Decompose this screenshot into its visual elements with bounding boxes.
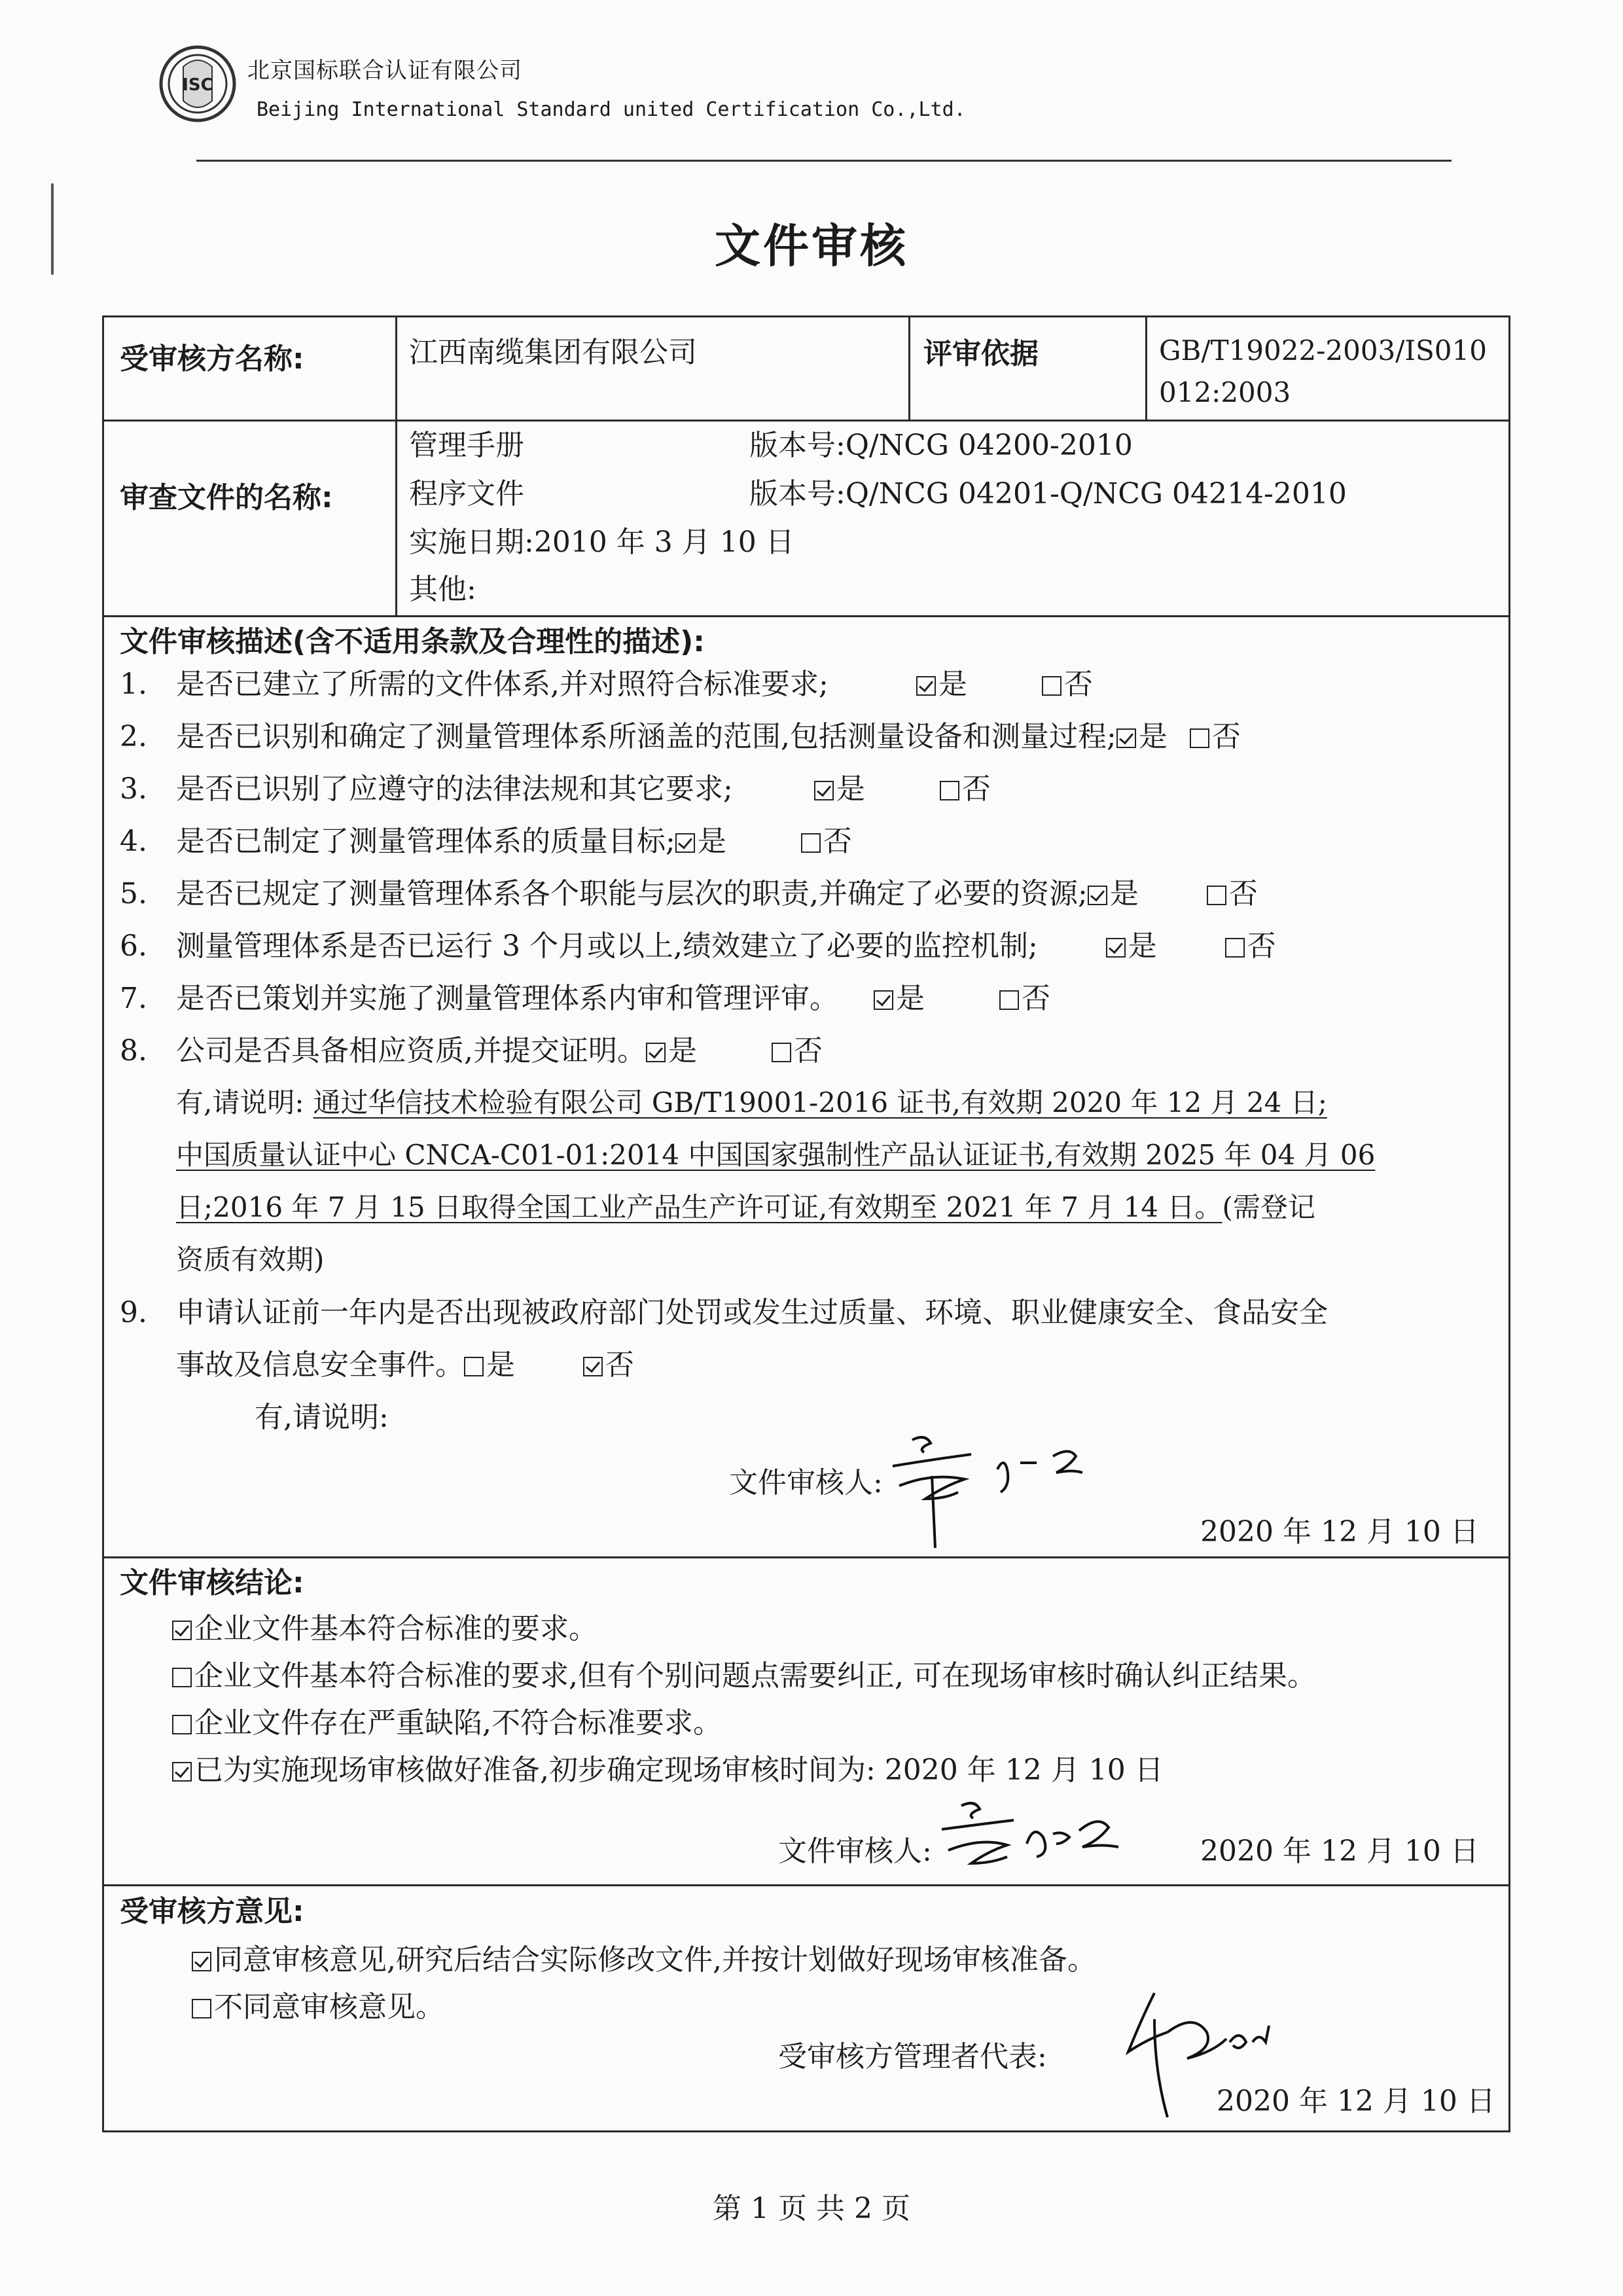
yes-label: 是 [1138,720,1168,753]
checkbox-q4-no[interactable] [801,833,821,853]
option-text: 已为实施现场审核做好准备,初步确定现场审核时间为: 2020 年 12 月 10 日 [194,1753,1164,1787]
logo-text: ISC [182,75,213,95]
question-number: 8. [120,1034,147,1067]
question-text: 是否已建立了所需的文件体系,并对照符合标准要求; [176,668,829,701]
no-label: 否 [1063,668,1093,701]
procedure-version: 版本号:Q/NCG 04201-Q/NCG 04214-2010 [749,477,1347,511]
no-label: 否 [1247,929,1276,963]
yes-label: 是 [896,982,925,1015]
question-text: 申请认证前一年内是否出现被政府部门处罚或发生过质量、环境、职业健康安全、食品安全 [176,1296,1328,1329]
q8-explanation-line1 [176,1086,1327,1119]
question-9-line2 [176,1348,634,1383]
yes-label: 是 [697,825,726,858]
company-name-en: Beijing International Standard united Certification Co.,Ltd. [257,98,966,121]
page-footer: 第 1 页 共 2 页 [713,2192,910,2225]
opinion-agree [192,1943,1096,1978]
basis-value-line2: 012:2003 [1159,376,1291,408]
question-number: 4. [120,825,147,858]
checkbox-q5-no[interactable] [1207,886,1226,905]
yes-label: 是 [486,1348,515,1382]
table-rule [908,317,910,420]
yes-label: 是 [668,1034,697,1067]
checkbox-q3-no[interactable] [940,781,959,800]
q8-explanation-line2: 中国质量认证中心 CNCA-C01-01:2014 中国国家强制性产品认证证书,有效期 2025 年 04 月 06 [176,1139,1376,1171]
option-text: 企业文件基本符合标准的要求,但有个别问题点需要纠正, 可在现场审核时确认纠正结果。 [194,1659,1316,1693]
yes-label: 是 [1109,877,1139,910]
no-label: 否 [794,1034,823,1067]
question-text: 事故及信息安全事件。 [176,1348,464,1382]
no-label: 否 [1022,982,1050,1015]
manual-label: 管理手册 [409,429,524,462]
question-text: 公司是否具备相应资质,并提交证明。 [176,1034,646,1067]
yes-label: 是 [1128,929,1157,963]
checkbox-q2-no[interactable] [1190,728,1209,748]
checkbox-q8-yes[interactable] [646,1043,666,1062]
checkbox-q2-yes[interactable] [1116,728,1136,748]
company-logo [157,41,238,132]
other-label: 其他: [409,573,476,606]
question-9 [120,1296,1328,1331]
opinion-disagree [192,1990,444,2025]
page-title: 文件审核 [715,219,908,273]
option-text: 企业文件基本符合标准的要求。 [194,1612,597,1645]
no-label: 否 [961,772,991,806]
auditee-label: 受审核方名称: [120,342,304,376]
checkbox-q7-yes[interactable] [874,990,893,1010]
conclusion-option-1 [172,1612,597,1647]
opinion-heading: 受审核方意见: [120,1895,304,1928]
review-heading: 文件审核描述(含不适用条款及合理性的描述): [120,625,705,658]
checkbox-q7-no[interactable] [999,990,1019,1010]
docs-label: 审查文件的名称: [120,481,333,514]
no-label: 否 [1228,877,1258,910]
conclusion-option-2 [172,1659,1316,1694]
conclusion-heading: 文件审核结论: [120,1566,304,1600]
checkbox-q6-yes[interactable] [1106,938,1126,958]
question-text: 测量管理体系是否已运行 3 个月或以上,绩效建立了必要的监控机制; [176,929,1038,963]
procedure-label: 程序文件 [409,477,524,511]
yes-label: 是 [836,772,865,806]
option-text: 同意审核意见,研究后结合实际修改文件,并按计划做好现场审核准备。 [214,1943,1096,1977]
table-rule [104,1884,1508,1886]
question-2 [120,720,1241,755]
question-number: 1. [120,668,147,701]
header-divider [196,160,1452,162]
checkbox-conclusion-1[interactable] [172,1621,192,1640]
question-number: 2. [120,720,147,753]
checkbox-q9-no[interactable] [583,1357,603,1376]
question-4 [120,825,852,859]
checkbox-q9-yes[interactable] [464,1357,484,1376]
checkbox-q3-yes[interactable] [814,781,834,800]
question-5 [120,877,1258,912]
opinion-date: 2020 年 12 月 10 日 [1217,2085,1495,2118]
question-6 [120,929,1276,964]
question-text: 是否已规定了测量管理体系各个职能与层次的职责,并确定了必要的资源; [176,877,1088,910]
no-label: 否 [605,1348,634,1382]
q8-explain-label: 有,请说明: [176,1086,304,1119]
company-name-cn: 北京国标联合认证有限公司 [247,58,522,84]
question-3 [120,772,991,807]
table-rule [104,420,1508,422]
question-number: 5. [120,877,147,910]
checkbox-q4-yes[interactable] [675,833,695,853]
checkbox-conclusion-2[interactable] [172,1668,192,1687]
checkbox-conclusion-4[interactable] [172,1762,192,1782]
no-label: 否 [823,825,852,858]
question-text: 是否已识别和确定了测量管理体系所涵盖的范围,包括测量设备和测量过程; [176,720,1116,753]
audit-form-table [102,315,1510,2132]
manual-version: 版本号:Q/NCG 04200-2010 [749,429,1133,462]
question-number: 7. [120,982,147,1015]
table-rule [1145,317,1147,420]
question-1 [120,668,1093,702]
basis-value-line1: GB/T19022-2003/IS010 [1159,334,1487,367]
basis-label: 评审依据 [923,337,1039,370]
q9-explain-label: 有,请说明: [255,1401,389,1434]
q8-explain-text: 日;2016 年 7 月 15 日取得全国工业产品生产许可证,有效期至 2021 年 7 月 14 日。 [176,1191,1222,1223]
checkbox-opinion-agree[interactable] [192,1952,211,1971]
reviewer-signature [886,1430,1122,1557]
reviewer-date: 2020 年 12 月 10 日 [1200,1515,1479,1549]
reviewer-label: 文件审核人: [729,1466,883,1499]
checkbox-conclusion-3[interactable] [172,1715,192,1734]
question-8 [120,1034,823,1069]
question-number: 3. [120,772,147,806]
table-rule [104,615,1508,617]
option-text: 不同意审核意见。 [214,1990,444,2024]
q8-explanation-line4: 资质有效期) [176,1244,325,1276]
conclusion-option-4 [172,1753,1164,1788]
q8-explanation-line3 [176,1191,1315,1224]
yes-label: 是 [938,668,967,701]
conclusion-reviewer-date: 2020 年 12 月 10 日 [1200,1835,1479,1868]
implementation-date: 实施日期:2010 年 3 月 10 日 [409,526,794,559]
q8-explain-tail: (需登记 [1222,1191,1315,1223]
representative-label: 受审核方管理者代表: [778,2040,1047,2073]
checkbox-q5-yes[interactable] [1088,886,1107,905]
checkbox-q6-no[interactable] [1225,938,1245,958]
checkbox-q1-yes[interactable] [916,676,936,696]
table-rule [104,1556,1508,1558]
question-7 [120,982,1050,1016]
question-number: 9. [120,1296,147,1329]
conclusion-reviewer-signature [935,1798,1145,1886]
question-number: 6. [120,929,147,963]
question-text: 是否已策划并实施了测量管理体系内审和管理评审。 [176,982,838,1015]
table-rule [395,317,397,615]
question-text: 是否已识别了应遵守的法律法规和其它要求; [176,772,733,806]
checkbox-q1-no[interactable] [1042,676,1061,696]
checkbox-q8-no[interactable] [772,1043,791,1062]
no-label: 否 [1211,720,1241,753]
checkbox-opinion-disagree[interactable] [192,1999,211,2018]
conclusion-option-3 [172,1706,722,1741]
q8-explain-text: 通过华信技术检验有限公司 GB/T19001-2016 证书,有效期 2020 年 12 月 24 日; [313,1086,1327,1119]
question-text: 是否已制定了测量管理体系的质量目标; [176,825,675,858]
conclusion-reviewer-label: 文件审核人: [778,1835,932,1868]
auditee-value: 江西南缆集团有限公司 [409,336,697,369]
option-text: 企业文件存在严重缺陷,不符合标准要求。 [194,1706,722,1740]
